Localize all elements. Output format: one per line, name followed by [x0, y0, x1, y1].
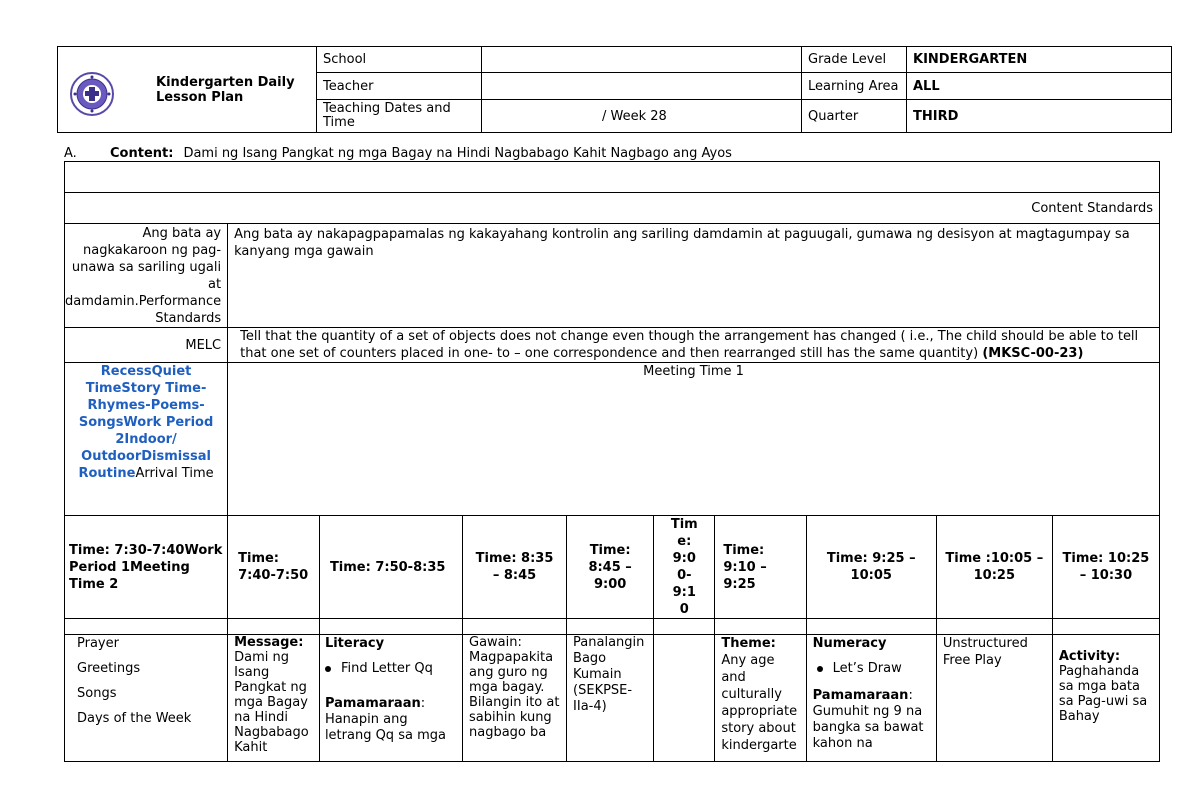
time-cell-8: Time: 9:25 – 10:05 — [806, 516, 936, 619]
bullet-icon — [817, 666, 823, 672]
opening-routine-cell — [65, 635, 228, 762]
schedule-arrival-text: Arrival Time — [135, 466, 214, 481]
activities-row — [65, 635, 1160, 762]
time-cell-2: Time: 7:40-7:50 — [228, 516, 320, 619]
grade-level-label: Grade Level — [802, 47, 907, 73]
literacy-method: Pamamaraan: — [324, 696, 426, 711]
deped-seal-icon — [70, 72, 114, 116]
standards-right-cell: Ang bata ay nakapagpapamalas ng kakayahang kontrolin ang sariling damdamin at paguugali, gumawa ng desisyon at magtagumpay sa kanyang mga gawain — [228, 224, 1160, 328]
lesson-plan-table — [64, 161, 1160, 762]
literacy-bullet: Find Letter Qq — [325, 660, 457, 677]
logo-title-cell — [58, 47, 317, 133]
teaching-dates-label: Teaching Dates and Time — [317, 100, 482, 133]
bullet-icon — [325, 666, 331, 672]
melc-cell — [228, 328, 1160, 363]
time-cell-1: Time: 7:30-7:40Work Period 1Meeting Time 2 — [65, 516, 228, 619]
numeracy-bullet: Let’s Draw — [813, 660, 930, 677]
standards-left-cell: Ang bata ay nagkakaroon ng pag-unawa sa sariling ugali at damdamin.Performance Standards — [65, 224, 228, 328]
grade-level-value: KINDERGARTEN — [907, 47, 1172, 73]
document-title: Kindergarten Daily Lesson Plan — [156, 75, 295, 105]
numeracy-cell — [806, 635, 936, 762]
message-label: Message: — [234, 635, 304, 650]
quarter-label: Quarter — [802, 100, 907, 133]
melc-code: (MKSC-00-23) — [982, 346, 1084, 361]
empty-activity-cell — [654, 635, 715, 762]
time-row — [65, 516, 1160, 619]
list-item: Songs — [77, 686, 117, 701]
gawain-cell: Gawain: Magpapakita ang guro ng mga bagay. Bilangin ito at sabihin kung nagbago ba — [463, 635, 567, 762]
free-play-cell: Unstructured Free Play — [936, 635, 1052, 762]
time-cell-4: Time: 8:35 – 8:45 — [463, 516, 567, 619]
theme-label: Theme: — [721, 636, 776, 651]
learning-area-label: Learning Area — [802, 73, 907, 100]
section-content-text: Dami ng Isang Pangkat ng mga Bagay na Hindi Nagbabago Kahit Nagbago ang Ayos — [183, 146, 732, 161]
melc-text: Tell that the quantity of a set of objects does not change even though the arrangement has changed ( i.e., The child should be able to tell that one set of counters placed in one- to – one correspondence and then rearranged still has the same quantity) — [240, 329, 1139, 361]
numeracy-method-text: Gumuhit ng 9 na bangka sa bawat kahon na — [812, 704, 924, 751]
section-number: A. — [64, 146, 77, 161]
activity-label: Activity: — [1058, 649, 1121, 664]
theme-cell — [715, 635, 806, 762]
teacher-value — [482, 73, 802, 100]
literacy-method-text: Hanapin ang letrang Qq sa mga — [324, 712, 446, 743]
list-item: Greetings — [77, 661, 141, 676]
melc-label: MELC — [65, 328, 228, 363]
schedule-left-cell — [65, 363, 228, 516]
numeracy-method-label: Pamamaraan — [812, 688, 909, 703]
literacy-title: Literacy — [324, 636, 385, 651]
school-value — [482, 47, 802, 73]
quarter-value: THIRD — [907, 100, 1172, 133]
blank-row — [65, 162, 1160, 193]
message-cell — [228, 635, 320, 762]
schedule-blue-text: RecessQuiet TimeStory Time-Rhymes-Poems-SongsWork Period 2Indoor/ OutdoorDismissal Routine — [78, 364, 214, 481]
time-cell-6: Time: 9:00-9:10 — [654, 516, 715, 619]
time-cell-5: Time: 8:45 – 9:00 — [567, 516, 654, 619]
message-text: Dami ng Isang Pangkat ng mga Bagay na Hindi Nagbabago Kahit — [234, 650, 309, 755]
literacy-method-label: Pamamaraan — [324, 696, 421, 711]
literacy-cell — [319, 635, 462, 762]
section-a-heading — [64, 146, 732, 161]
list-item: Days of the Week — [77, 711, 192, 726]
section-label: Content: — [110, 146, 174, 161]
numeracy-method: Pamamaraan: — [812, 688, 913, 703]
teaching-dates-value: / Week 28 — [482, 100, 802, 133]
prayer-cell: Panalangin Bago Kumain (SEKPSE-IIa-4) — [567, 635, 654, 762]
numeracy-title: Numeracy — [812, 636, 887, 651]
list-item: Prayer — [77, 636, 119, 651]
teacher-label: Teacher — [317, 73, 482, 100]
header-table — [57, 46, 1172, 133]
theme-text: Any age and culturally appropriate story about kindergarte — [721, 653, 798, 753]
spacer-row — [65, 619, 1160, 635]
dismissal-cell — [1052, 635, 1159, 762]
content-standards-label: Content Standards — [65, 193, 1160, 224]
meeting-time-cell: Meeting Time 1 — [228, 363, 1160, 516]
time-cell-9: Time :10:05 – 10:25 — [936, 516, 1052, 619]
time-cell-3: Time: 7:50-8:35 — [319, 516, 462, 619]
school-label: School — [317, 47, 482, 73]
time-cell-10: Time: 10:25 – 10:30 — [1052, 516, 1159, 619]
time-cell-7: Time: 9:10 – 9:25 — [715, 516, 806, 619]
learning-area-value: ALL — [907, 73, 1172, 100]
activity-text: Paghahanda sa mga bata sa Pag-uwi sa Bahay — [1058, 664, 1148, 724]
